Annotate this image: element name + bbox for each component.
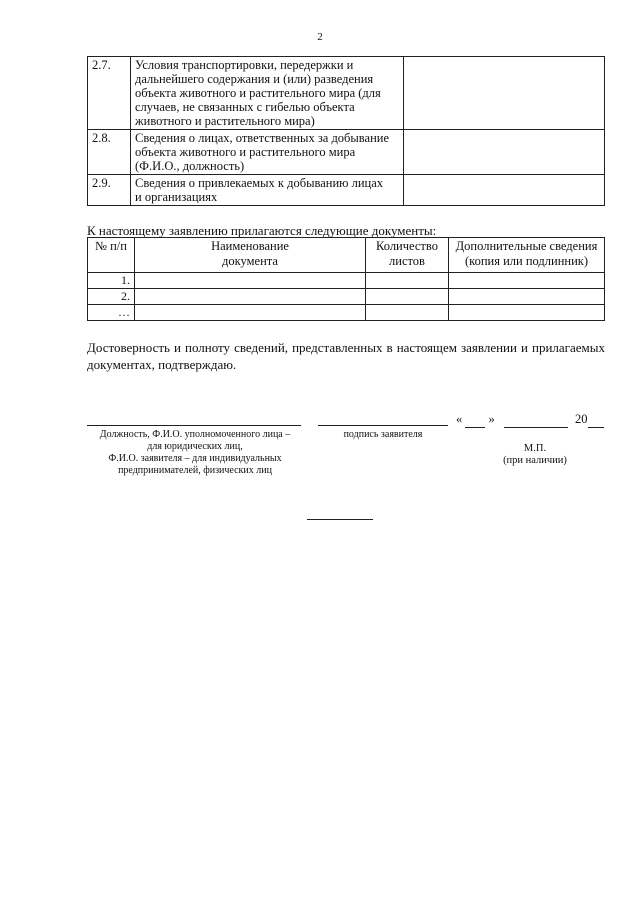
signature-line[interactable] (318, 425, 448, 426)
item-description-line: и организациях (135, 190, 218, 204)
item-number: 2.9. (88, 175, 131, 206)
date-field (456, 412, 604, 428)
table-header-row (88, 238, 605, 273)
month-blank[interactable] (504, 412, 568, 428)
document-name-cell[interactable] (135, 305, 366, 321)
table-row (88, 289, 605, 305)
caption-line: предпринимателей, физических лиц (118, 465, 272, 476)
position-name-line[interactable] (87, 425, 301, 426)
year-prefix: 20 (575, 412, 588, 426)
additional-info-cell[interactable] (449, 289, 605, 305)
attached-documents-table (87, 237, 605, 321)
sheet-count-cell[interactable] (366, 289, 449, 305)
caption-line: М.П. (523, 443, 547, 454)
item-number: 2.8. (88, 130, 131, 175)
item-description (131, 130, 404, 175)
table-row (88, 57, 605, 130)
day-blank[interactable] (465, 412, 485, 428)
item-description-line: объекта животного и растительного мира (для (135, 86, 381, 100)
application-items-table (87, 56, 605, 206)
caption-line: для юридических лиц, (147, 441, 243, 452)
item-description-line: Условия транспортировки, передержки и (135, 58, 354, 72)
sheet-count-cell[interactable] (366, 273, 449, 289)
sheet-count-cell[interactable] (366, 305, 449, 321)
column-header-document-name (135, 238, 366, 273)
additional-info-cell[interactable] (449, 305, 605, 321)
header-text: Наименование (211, 239, 289, 253)
year-blank[interactable] (588, 412, 604, 428)
item-description (131, 175, 404, 206)
caption-line: (при наличии) (503, 455, 567, 466)
item-description (131, 57, 404, 130)
column-header-sheet-count (366, 238, 449, 273)
date-open-quote: « (456, 412, 463, 426)
row-number: 2. (88, 289, 135, 305)
attestation-text: Достоверность и полноту сведений, представленных в настоящем заявлении и прилагаемых документах, подтверждаю. (87, 340, 605, 372)
table-row (88, 273, 605, 289)
item-description-line: (Ф.И.О., должность) (135, 159, 245, 173)
item-description-line: животного и растительного мира) (135, 114, 315, 128)
item-number: 2.7. (88, 57, 131, 130)
documents-intro: К настоящему заявлению прилагаются следующие документы: (87, 223, 437, 238)
document-name-cell[interactable] (135, 289, 366, 305)
caption-line: Должность, Ф.И.О. уполномоченного лица – (99, 429, 291, 440)
row-number: … (88, 305, 135, 321)
stamp-caption (490, 443, 580, 467)
item-description-line: случаев, не связанных с гибелью объекта (135, 100, 355, 114)
column-header-number (88, 238, 135, 273)
row-number: 1. (88, 273, 135, 289)
item-description-line: Сведения о привлекаемых к добыванию лицах (135, 176, 384, 190)
header-text: № п/п (95, 239, 127, 253)
column-header-additional-info (449, 238, 605, 273)
header-text: Дополнительные сведения (455, 239, 598, 253)
page-number: 2 (317, 31, 323, 43)
header-text: Количество (376, 239, 438, 253)
end-of-document-line (307, 519, 373, 520)
item-value-cell[interactable] (404, 57, 605, 130)
header-text: листов (389, 254, 425, 268)
item-description-line: объекта животного и растительного мира (135, 145, 356, 159)
table-row (88, 175, 605, 206)
table-row (88, 305, 605, 321)
item-value-cell[interactable] (404, 175, 605, 206)
item-value-cell[interactable] (404, 130, 605, 175)
position-caption (80, 429, 310, 477)
additional-info-cell[interactable] (449, 273, 605, 289)
item-description-line: Сведения о лицах, ответственных за добывание (135, 131, 390, 145)
caption-line: Ф.И.О. заявителя – для индивидуальных (108, 453, 282, 464)
date-close-quote: » (488, 412, 495, 426)
document-name-cell[interactable] (135, 273, 366, 289)
table-row (88, 130, 605, 175)
header-text: документа (222, 254, 278, 268)
header-text: (копия или подлинник) (464, 254, 589, 268)
item-description-line: дальнейшего содержания и (или) разведения (135, 72, 374, 86)
signature-caption: подпись заявителя (343, 429, 423, 440)
